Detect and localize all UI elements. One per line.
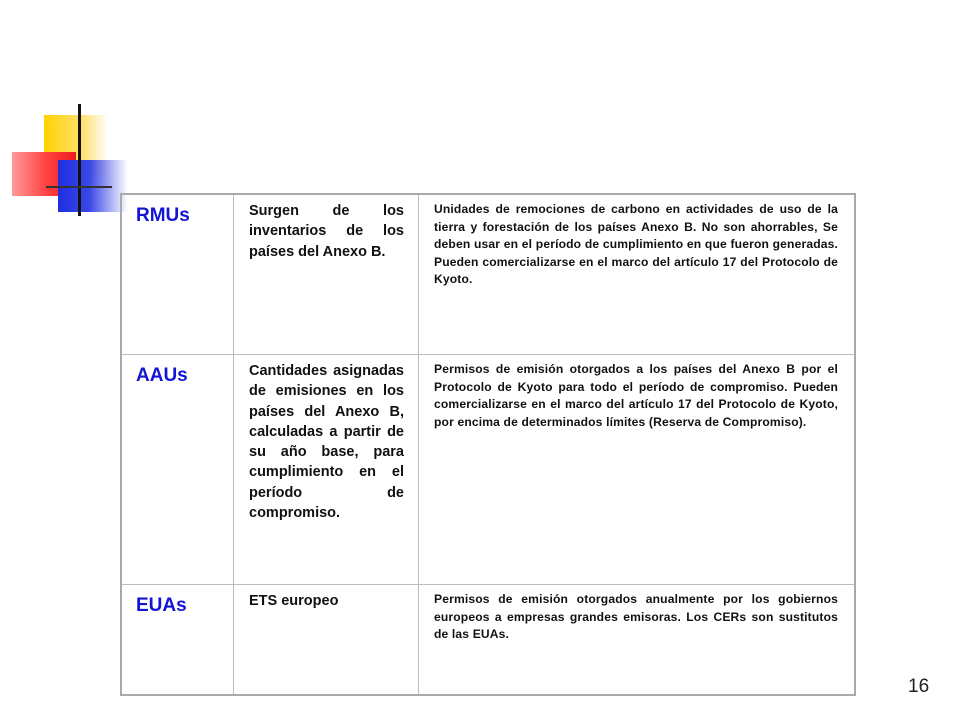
decorative-horizontal-line [46,186,112,188]
description-cell [419,195,854,289]
description-text: Unidades de remociones de carbono en actividades de uso de la tierra y forestación de los países Anexo B. No son ahorrables, Se deben usar en el período de cumplimiento en que fueron generadas. Pueden comercializarse en el marco del artículo 17 del Protocolo de Kyoto. [434,202,838,287]
term-cell [122,195,233,229]
table-row [122,355,854,585]
table-row [122,585,854,694]
term-label: RMUs [136,205,190,226]
origin-text: ETS europeo [249,593,339,609]
origin-cell [234,585,418,611]
origin-cell [234,355,418,523]
description-text: Permisos de emisión otorgados a los países del Anexo B por el Protocolo de Kyoto para todo el período de compromiso. Pueden comercializarse en el marco del artículo 17 del Protocolo de Kyoto, por encima de determinados límites (Reserva de Compromiso). [434,362,838,429]
page-number: 16 [908,676,930,697]
origin-cell [234,195,418,262]
description-cell [419,585,854,644]
decorative-vertical-line [78,104,81,216]
term-cell [122,585,233,619]
units-table [120,193,856,696]
origin-text: Cantidades asignadas de emisiones en los países del Anexo B, calculadas a partir de su año base, para cumplimiento en el período de compromiso. [249,363,404,522]
term-label: AAUs [136,365,188,386]
description-cell [419,355,854,431]
origin-text: Surgen de los inventarios de los países del Anexo B. [249,203,404,260]
term-cell [122,355,233,389]
table-row [122,195,854,355]
term-label: EUAs [136,595,187,616]
description-text: Permisos de emisión otorgados anualmente por los gobiernos europeos a empresas grandes emisoras. Los CERs son sustitutos de las EUAs. [434,592,838,642]
